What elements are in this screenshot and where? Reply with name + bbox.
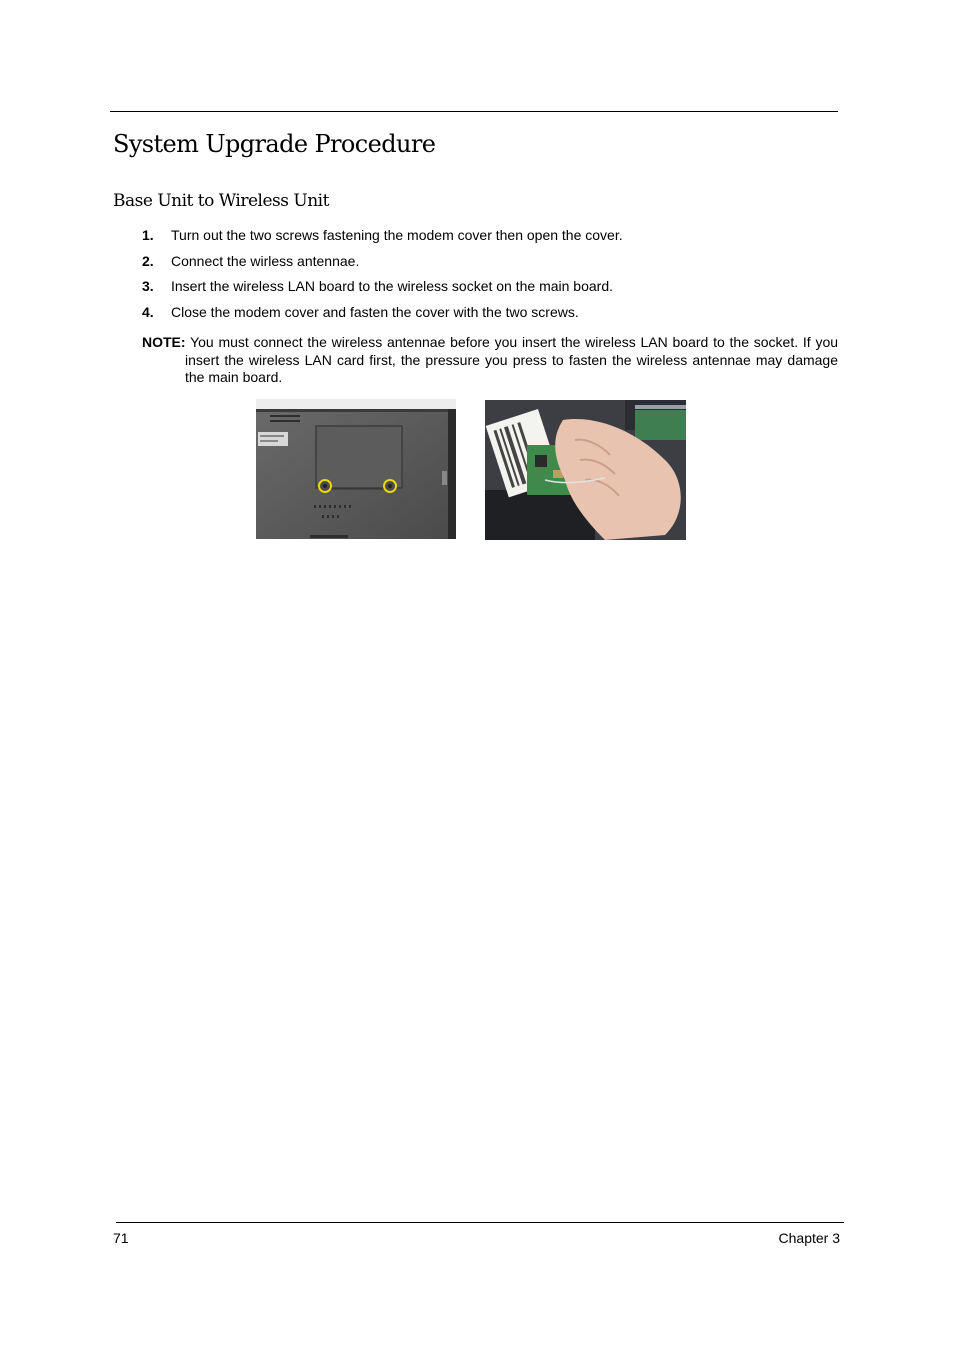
- note-text: You must connect the wireless antennae before you insert the wireless LAN board to the socket. If you insert the wireless LAN card first, the pressure you press to fasten the wireless antennae may damage the main board.: [185, 334, 839, 385]
- step-number: 1.: [142, 227, 154, 243]
- step-text: Connect the wirless antennae.: [171, 252, 360, 269]
- wireless-card-photo: [485, 400, 686, 540]
- step-item: [142, 226, 842, 252]
- page-title: System Upgrade Procedure: [113, 130, 436, 158]
- step-number: 2.: [142, 252, 154, 269]
- chapter-label: Chapter 3: [778, 1230, 840, 1246]
- footer-rule: [116, 1222, 844, 1223]
- section-title: Base Unit to Wireless Unit: [113, 191, 329, 211]
- procedure-steps: [142, 226, 842, 329]
- step-number: 3.: [142, 278, 154, 295]
- page-number: 71: [113, 1230, 129, 1246]
- note-label: NOTE:: [142, 334, 186, 350]
- step-item: [142, 252, 842, 278]
- note-block: [142, 334, 838, 387]
- step-text: Insert the wireless LAN board to the wireless socket on the main board.: [171, 278, 613, 295]
- step-text: Close the modem cover and fasten the cover with the two screws.: [171, 304, 579, 321]
- step-number: 4.: [142, 304, 154, 321]
- header-rule: [110, 111, 838, 112]
- step-text: Turn out the two screws fastening the modem cover then open the cover.: [171, 227, 623, 243]
- step-item: [142, 277, 842, 303]
- step-item: [142, 303, 842, 329]
- modem-cover-photo: [256, 399, 456, 539]
